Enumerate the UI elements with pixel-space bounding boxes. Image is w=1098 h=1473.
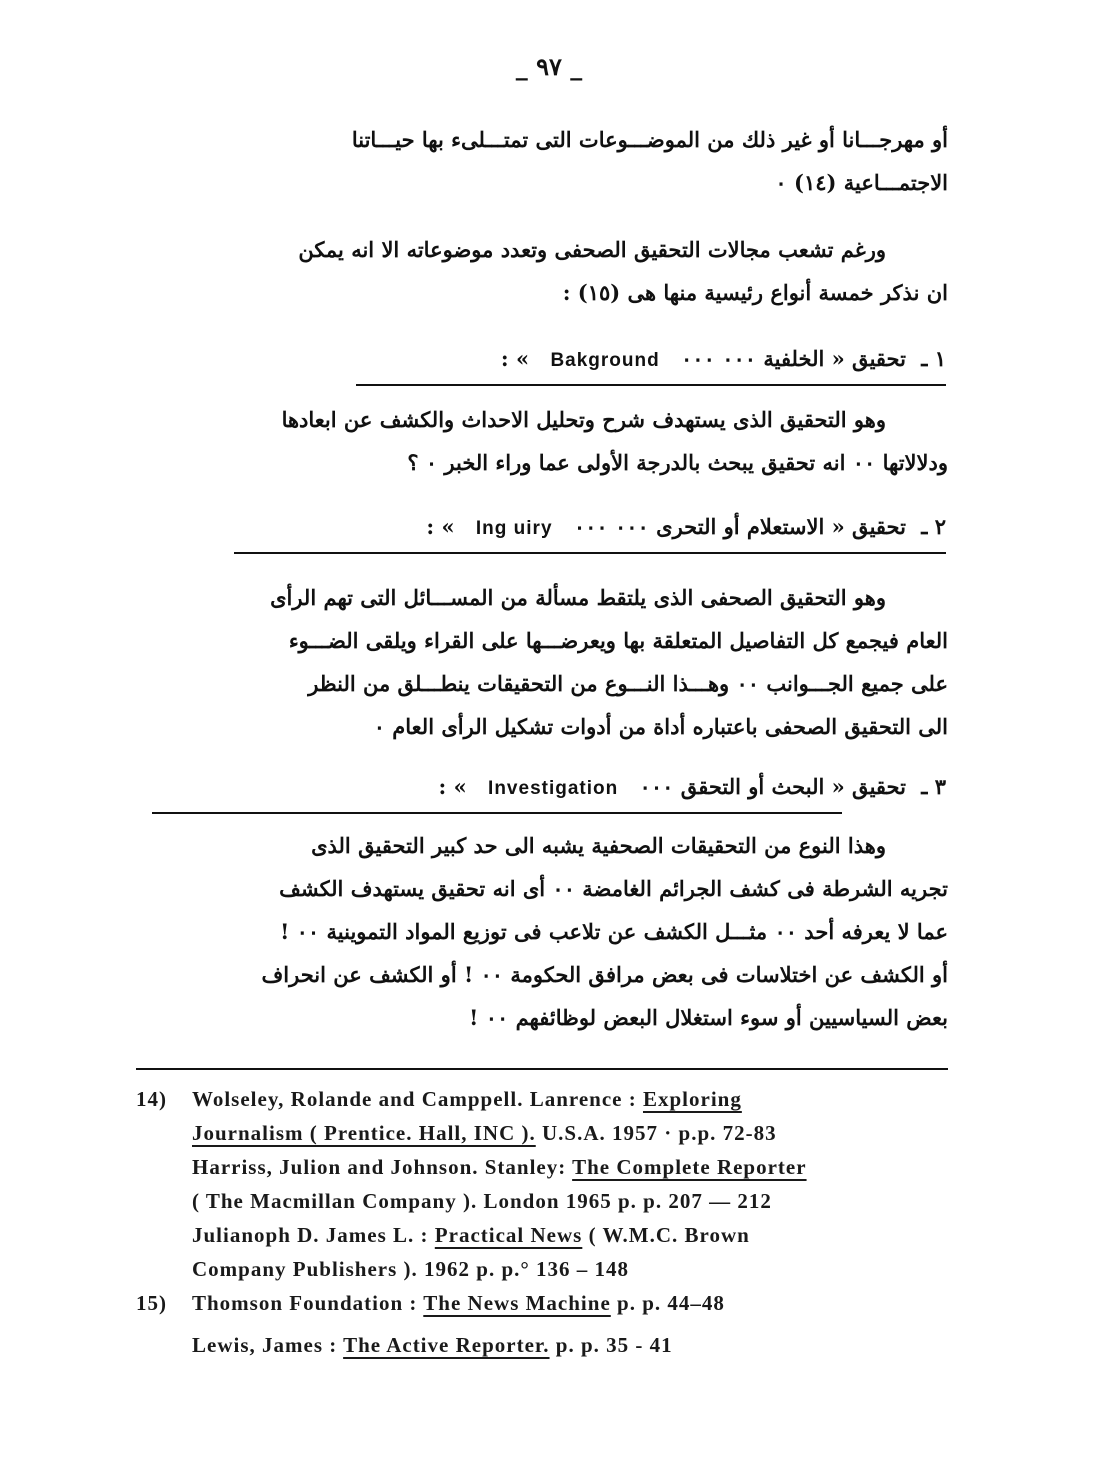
reference-details: ( W.M.C. Brown <box>582 1223 750 1247</box>
heading-background <box>501 346 946 378</box>
text-line: وهو التحقيق الذى يستهدف شرح وتحليل الاحداث والكشف عن ابعادها <box>281 407 886 432</box>
reference-title: Practical News <box>434 1223 583 1247</box>
text-line: وهذا النوع من التحقيقات الصحفية يشبه الى حد كبير التحقيق الذى <box>311 833 886 858</box>
reference-authors: Wolseley, Rolande and Camppell. Lanrence : <box>192 1087 643 1111</box>
text-line: ودلالاتها ٠٠ انه تحقيق يبحث بالدرجة الأولى عما وراء الخبر ٠ ؟ <box>407 450 948 475</box>
reference-title: The Active Reporter. <box>343 1333 550 1357</box>
text-line: أو الكشف عن اختلاسات فى بعض مرافق الحكومة ٠٠ ! أو الكشف عن انحراف <box>261 962 948 987</box>
text-line: بعض السياسيين أو سوء استغلال البعض لوظائفهم ٠٠ ! <box>469 1005 948 1030</box>
reference-authors: Lewis, James : <box>192 1333 344 1357</box>
footnote-14 <box>136 1082 936 1286</box>
reference-line <box>136 1218 936 1252</box>
heading-inquiry <box>426 514 946 546</box>
reference-line <box>136 1150 936 1184</box>
text-line: وهو التحقيق الصحفى الذى يلتقط مسألة من المســـائل التى تهم الرأى <box>270 585 886 610</box>
reference-line <box>136 1116 936 1150</box>
footnote-15 <box>136 1286 936 1362</box>
heading-number: ٣ ـ <box>921 774 946 799</box>
paragraph-intro-continuation <box>138 118 948 204</box>
paragraph-investigation <box>138 824 948 1039</box>
paragraph-types-intro <box>138 228 948 314</box>
heading-arabic: تحقيق « الاستعلام أو التحرى ٠٠٠ ٠٠٠ <box>573 514 906 539</box>
paragraph-background <box>138 398 948 484</box>
reference-authors: Thomson Foundation : <box>192 1291 424 1315</box>
heading-arabic: تحقيق « البحث أو التحقق ٠٠٠ <box>639 774 906 799</box>
reference-details: U.S.A. 1957 · p.p. 72-83 <box>535 1121 777 1145</box>
heading-number: ٢ ـ <box>921 514 946 539</box>
heading-latin-term: Investigation <box>488 778 619 799</box>
heading-close: » : <box>500 346 530 371</box>
text-line: عما لا يعرفه أحد ٠٠ مثـــل الكشف عن تلاعب فى توزيع المواد التموينية ٠٠ ! <box>280 919 948 944</box>
footnotes <box>136 1082 936 1362</box>
text-line: تجريه الشرطة فى كشف الجرائم الغامضة ٠٠ أى انه تحقيق يستهدف الكشف <box>279 876 948 901</box>
heading-number: ١ ـ <box>921 346 946 371</box>
heading-underline <box>234 552 946 554</box>
reference-title: Exploring <box>642 1087 742 1111</box>
reference-title: The Complete Reporter <box>572 1155 807 1179</box>
reference-authors: Harriss, Julion and Johnson. Stanley: <box>192 1155 573 1179</box>
reference-line <box>136 1286 936 1320</box>
heading-arabic: تحقيق « الخلفية ٠٠٠ ٠٠٠ <box>681 346 906 371</box>
heading-underline <box>356 384 946 386</box>
reference-title: The News Machine <box>423 1291 611 1315</box>
text-line: العام فيجمع كل التفاصيل المتعلقة بها ويعرضـــها على القراء ويلقى الضـــوء <box>288 628 948 653</box>
text-line: على جميع الجـــوانب ٠٠ وهـــذا النـــوع من التحقيقات ينطـــلق من النظر <box>308 671 948 696</box>
text-line: ورغم تشعب مجالات التحقيق الصحفى وتعدد موضوعاته الا انه يمكن <box>298 237 886 262</box>
page-number: _ ٩٧ _ <box>515 52 583 81</box>
reference-line <box>136 1082 936 1116</box>
paragraph-inquiry <box>138 576 948 748</box>
heading-close: » : <box>438 774 467 799</box>
reference-line: Company Publishers ). 1962 p. p.° 136 – 148 <box>192 1257 630 1281</box>
reference-details: p. p. 35 - 41 <box>549 1333 673 1357</box>
heading-latin-term: Ing uiry <box>475 518 553 539</box>
heading-latin-term: Bakground <box>550 350 660 371</box>
reference-authors: Julianoph D. James L. : <box>192 1223 435 1247</box>
text-line: الاجتمـــاعية (١٤) ٠ <box>775 170 948 195</box>
footnote-number: 15) <box>136 1291 167 1315</box>
footnote-separator <box>136 1068 948 1070</box>
text-line: ان نذكر خمسة أنواع رئيسية منها هى (١٥) : <box>562 280 948 305</box>
heading-underline <box>152 812 842 814</box>
reference-line: ( The Macmillan Company ). London 1965 p. p. 207 — 212 <box>192 1189 772 1213</box>
reference-details: p. p. 44–48 <box>610 1291 725 1315</box>
text-line: الى التحقيق الصحفى باعتباره أداة من أدوات تشكيل الرأى العام ٠ <box>373 714 948 739</box>
footnote-number: 14) <box>136 1087 167 1111</box>
reference-title: Journalism ( Prentice. Hall, INC ). <box>192 1121 536 1145</box>
heading-investigation <box>439 774 946 806</box>
heading-close: » : <box>426 514 455 539</box>
text-line: أو مهرجـــانا أو غير ذلك من الموضـــوعات التى تمتـــلىء بها حيـــاتنا <box>351 127 948 152</box>
reference-line <box>136 1328 936 1362</box>
